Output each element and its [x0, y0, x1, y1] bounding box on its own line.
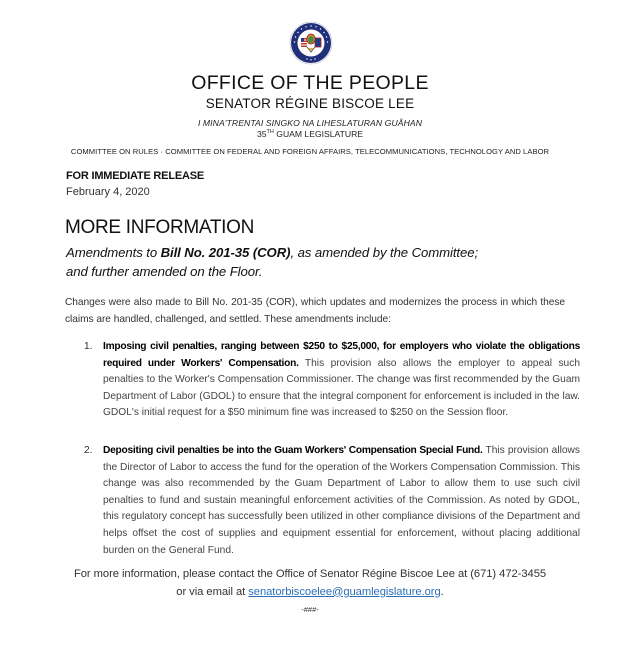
- email-link[interactable]: senatorbiscoelee@guamlegislature.org: [248, 585, 441, 598]
- subtitle: [66, 243, 586, 281]
- legislature-chamorro-name: I MINA'TRENTAI SINGKO NA LIHESLATURAN GUÅHAN: [197, 118, 423, 128]
- list-item-text: [103, 339, 580, 422]
- list-item-number: 2.: [84, 445, 93, 456]
- bill-number: Bill No. 201-35 (COR): [160, 245, 291, 260]
- list-item-number: 1.: [84, 341, 93, 352]
- intro-paragraph: Changes were also made to Bill No. 201-35 (COR), which updates and modernizes the process in which these claims are handled, challenged, and settled. These amendments include:: [65, 297, 565, 325]
- legislature-number-value: 35: [256, 129, 267, 139]
- legislature-number: [0, 129, 620, 139]
- list-item-bold-summary: Imposing civil penalties, ranging between $250 to $25,000, for employers who violate the obligations required under Workers' Compensation.: [103, 341, 580, 369]
- office-title: OFFICE OF THE PEOPLE: [191, 72, 429, 94]
- subtitle-line-2: and further amended on the Floor.: [66, 264, 263, 279]
- legislature-number-suffix: TH: [266, 129, 274, 135]
- page-heading: MORE INFORMATION: [65, 217, 255, 238]
- end-mark: -###-: [301, 605, 319, 614]
- list-item-bold-summary: Depositing civil penalties be into the Guam Workers' Compensation Special Fund.: [103, 445, 483, 456]
- list-item-body: This provision also allows the employer to appeal such penalties to the Worker's Compensation Commissioner. The change was first recommended by the Guam Department of Labor (GDOL) to ensure that the integral component for enforcement is included in the law. GDOL's initial request for a $50 minimum fine was increased to $250 on the Session floor.: [103, 357, 580, 419]
- subtitle-suffix: , as amended by the Committee;: [290, 245, 479, 260]
- release-label: FOR IMMEDIATE RELEASE: [66, 170, 204, 182]
- committee-list: COMMITTEE ON RULES · COMMITTEE ON FEDERAL AND FOREIGN AFFAIRS, TELECOMMUNICATIONS, TECHNOLOGY AND LABOR: [70, 147, 550, 156]
- legislature-english-name: GUAM LEGISLATURE: [273, 129, 364, 139]
- legislature-seal-icon: [289, 21, 333, 65]
- subtitle-prefix: Amendments to: [66, 245, 161, 260]
- amendment-list-item: [84, 339, 580, 422]
- senator-name: SENATOR RÉGINE BISCOE LEE: [205, 96, 415, 111]
- contact-line-2-prefix: or via email at: [176, 585, 249, 598]
- release-date: February 4, 2020: [66, 186, 150, 198]
- contact-line-1: For more information, please contact the Office of Senator Régine Biscoe Lee at (671) 472-3455: [73, 568, 547, 580]
- contact-line-2-suffix: .: [440, 585, 444, 598]
- amendment-list-item: [84, 443, 580, 559]
- list-item-text: [103, 443, 580, 559]
- list-item-body: This provision allows the Director of Labor to access the fund for the operation of the Workers Compensation Commission. This change was also recommended by the Guam Department of Labor to allow them to use such civil penalties to fund and sustain meaningful enforcement activities of the Commission. As noted by GDOL, this regulatory concept has successfully been utilized in other compliance divisions of the Department and helps offset the cost of supplies and equipment essential for enforcement, without placing additional burden on the General Fund.: [103, 445, 580, 556]
- contact-info: [0, 566, 620, 601]
